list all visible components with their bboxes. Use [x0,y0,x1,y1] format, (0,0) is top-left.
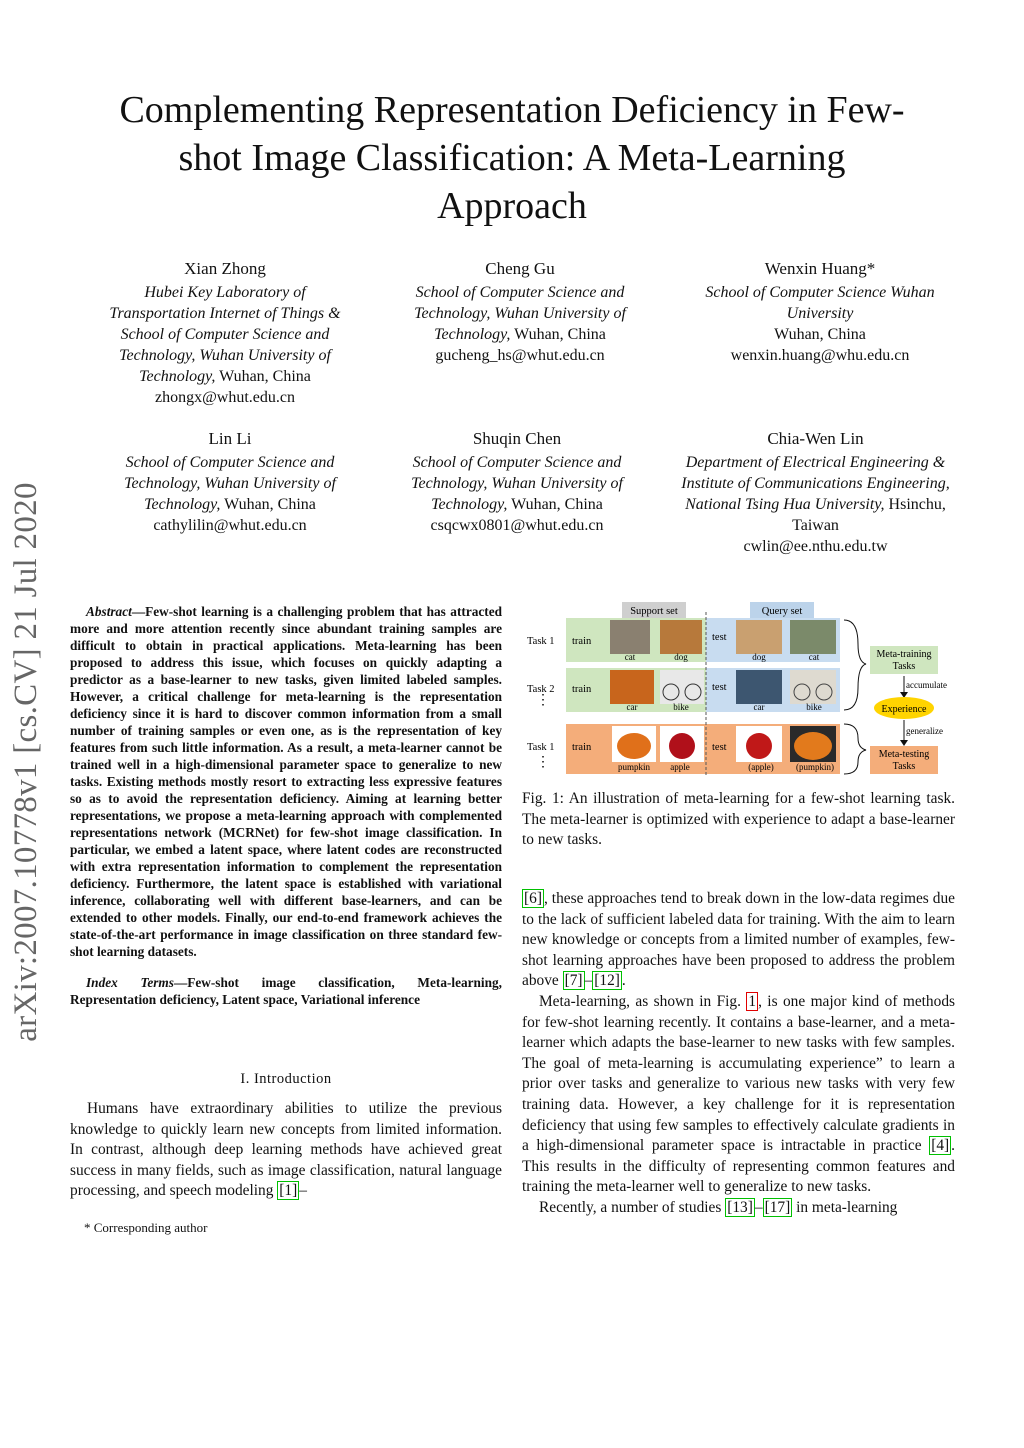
author-name: Cheng Gu [485,259,555,278]
arxiv-stamp: arXiv:2007.10778v1 [cs.CV] 21 Jul 2020 [8,482,44,1042]
index-terms [70,974,502,1008]
citation-link[interactable]: [13] [727,1198,753,1216]
paragraph-text: , is one major kind of methods for few-shot learning recently. It contains a base-learner, and a meta-learner which adapts the base-learner to new tasks with few samples. The goal of meta-learning is accumulating experience” to learn a prior over tasks and generalize to various new tasks with very few training data. However, a key challenge for it is representation deficiency that using few samples to effectively calculate gradients in a high-dimensional parameter space is intractable in practice [522,992,955,1155]
train-label: train [572,742,592,753]
task-label: Task 1 [527,636,555,647]
image-caption: cat [808,652,820,662]
author-affiliation: School of Computer Science Wuhan University [705,284,935,322]
image-caption: car [626,702,638,712]
paragraph-text: . This results in the difficulty of representing common features and training the meta-learner well to generalize to new tasks. [522,1137,955,1196]
author-block [105,428,355,536]
generalize-label: generalize [906,726,943,736]
meta-testing-label: Meta-testing Tasks [878,749,930,772]
author-affiliation: School of Computer Science and Technology, Wuhan University of Technology, [411,454,623,513]
abstract [70,603,502,1008]
citation-link[interactable]: [17] [764,1198,791,1216]
paragraph-text: , these approaches tend to break down in the low-data regimes due to the lack of sufficient labeled data for training. With the aim to learn new knowledge or concepts from a limited number of examples, few-shot learning approaches have been proposed to address the problem above [522,890,955,990]
image-caption: dog [674,652,688,662]
intro-dash: – [299,1182,307,1200]
paragraph-text: Meta-learning, as shown in Fig. [539,992,747,1010]
car-image [610,670,654,704]
experience-label: Experience [881,704,927,715]
image-caption: pumpkin [617,762,651,772]
abstract-label: Abstract [86,604,132,619]
ellipsis-vertical: ⋮ [536,755,550,770]
train-label: train [572,636,592,647]
author-location: Wuhan, China [514,326,606,343]
dash: – [754,1198,763,1216]
author-email: wenxin.huang@whu.edu.cn [730,347,910,364]
author-affiliation: Hubei Key Laboratory of Transportation Internet of Things & School of Computer Science and Technology, Wuhan University of Technology, [109,284,341,385]
paper-title: Complementing Representation Deficiency in Few-shot Image Classification: A Meta-Learning Approach [119,89,905,227]
author-location: Wuhan, China [224,496,316,513]
intro-text: Humans have extraordinary abilities to utilize the previous knowledge to quickly learn new concepts from limited information. In contrast, although deep learning methods have achieved great success in many fields, such as image classification, natural language processing, and speech modeling [70,1100,502,1200]
image-caption: dog [752,652,766,662]
query-set-label: Query set [761,606,803,617]
author-block [392,428,642,536]
author-affiliation: Department of Electrical Engineering & Institute of Communications Engineering, National Tsing Hua University, [681,454,950,513]
paragraph [522,992,955,1198]
test-label: test [712,682,727,693]
author-name: Wenxin Huang* [764,259,876,278]
citation-link[interactable]: [7] [564,972,583,990]
test-label: test [712,632,727,643]
author-block [705,258,935,366]
author-name: Lin Li [208,429,252,448]
author-block [400,258,640,366]
citation-link[interactable]: [6] [524,890,542,907]
cat-image [790,620,836,654]
pumpkin-image [617,733,651,759]
author-email: cathylilin@whut.edu.cn [153,517,307,534]
author-affiliation: School of Computer Science and Technology, Wuhan University of Technology, [124,454,336,513]
citation-link[interactable]: [1] [279,1182,298,1200]
image-caption: (apple) [748,762,774,772]
author-location: Wuhan, China [219,368,311,385]
abstract-text: —Few-shot learning is a challenging problem that has attracted more and more attention recently since abundant training samples are difficult to obtain in practical applications. Meta-learning has been proposed to address this issue, which focuses on quickly adapting a predictor as a base-learner to new tasks, given limited labeled samples. However, a critical challenge for meta-learning is the representation deficiency since it is hard to discover common information from a small number of training samples or even one, as is the representation of key features from such little information. As a result, a meta-learner cannot be trained well in a high-dimensional parameter space to generalize to new tasks. Existing methods mostly resort to extracting less expressive features so as to avoid the representation deficiency. Aiming at learning better representations, we propose a meta-learning approach with complemented representations network (MCRNet) for few-shot image classification. In particular, we embed a latent space, where latent codes are reconstructed with extra representation information to complement the representation deficiency. Furthermore, the latent space is established with variational inference, collaborating well with different base-learners, and can be extended to other models. Finally, our end-to-end framework achieves the state-of-the-art performance in image classification on three standard few-shot learning datasets. [70,604,502,959]
train-label: train [572,684,592,695]
meta-learning-figure [522,600,956,780]
brace [844,620,866,710]
image-caption: bike [806,702,822,712]
footnote: * Corresponding author [84,1220,208,1235]
section-heading: I. Introduction [240,1071,332,1087]
figure-link[interactable]: 1 [748,992,757,1010]
paragraph [522,889,955,992]
author-location: Wuhan, China [774,326,866,343]
accumulate-label: accumulate [906,680,947,690]
cat-image [610,620,650,654]
brace [844,724,866,774]
author-name: Shuqin Chen [472,429,562,448]
author-email: cwlin@ee.nthu.edu.tw [743,538,888,555]
test-label: test [712,742,727,753]
car-image [736,670,782,704]
task-label: Task 2 [527,684,555,695]
index-terms-text: —Few-shot image classification, Meta-learning, Representation deficiency, Latent space, Variational inference [70,975,502,1007]
author-block [678,428,953,557]
bike-image [790,670,836,704]
author-block [95,258,355,408]
period: . [621,972,626,990]
author-name: Chia-Wen Lin [767,429,864,448]
pumpkin-image [794,732,832,760]
author-email: zhongx@whut.edu.cn [154,389,296,406]
figure-caption: Fig. 1: An illustration of meta-learning for a few-shot learning task. The meta-learner is optimized with experience to adapt a base-learner to new tasks. [522,790,955,849]
author-location: Hsinchu, Taiwan [792,496,946,534]
citation-link[interactable]: [4] [931,1137,950,1155]
dog-image [736,620,782,654]
dash: – [584,972,593,990]
author-email: csqcwx0801@whut.edu.cn [430,517,604,534]
apple-image [746,733,772,759]
arrow-head-icon [900,740,908,746]
apple-image [669,733,695,759]
index-terms-label: Index Terms [86,975,174,990]
paragraph-text: Recently, a number of studies [539,1198,726,1216]
image-caption: cat [624,652,636,662]
image-caption: (pumpkin) [796,762,834,772]
meta-training-label: Meta-training Tasks [876,649,932,672]
image-caption: car [753,702,765,712]
task-label: Task 1 [527,742,555,753]
author-name: Xian Zhong [184,259,266,278]
right-column [522,889,955,1219]
author-email: gucheng_hs@whut.edu.cn [435,347,605,364]
dog-image [660,620,702,654]
paragraph [522,1198,955,1219]
paragraph-text: in meta-learning [792,1198,898,1216]
citation-link[interactable]: [12] [594,972,620,990]
author-location: Wuhan, China [511,496,603,513]
support-set-label: Support set [630,606,678,617]
image-caption: apple [670,762,690,772]
author-affiliation: School of Computer Science and Technology, Wuhan University of Technology, [414,284,626,343]
intro-paragraph [70,1099,502,1202]
ellipsis-vertical: ⋮ [536,693,550,708]
image-caption: bike [673,702,689,712]
